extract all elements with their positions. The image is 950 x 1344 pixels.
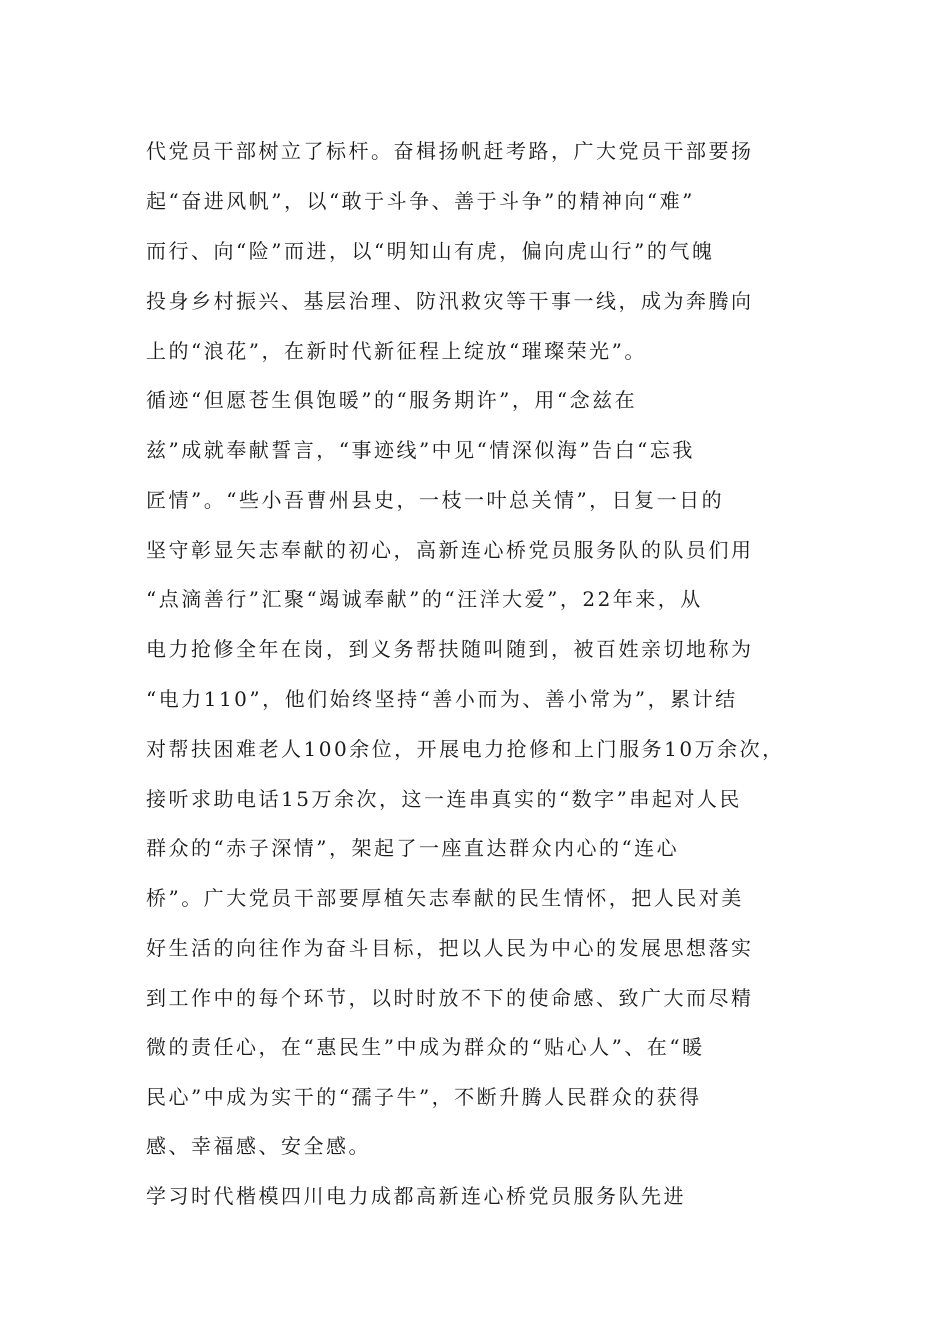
text-line: 投身乡村振兴、基层治理、防汛救灾等干事一线，成为奔腾向 — [146, 289, 754, 313]
text-line: 匠情”。“些小吾曹州县史，一枝一叶总关情”，日复一日的 — [146, 488, 725, 512]
text-line: 学习时代楷模四川电力成都高新连心桥党员服务队先进 — [146, 1184, 686, 1208]
text-line: “点滴善行”汇聚“竭诚奉献”的“汪洋大爱”，22年来，从 — [146, 587, 703, 611]
text-line: 接听求助电话15万余次，这一连串真实的“数字”串起对人民 — [146, 787, 742, 811]
text-line: 代党员干部树立了标杆。奋楫扬帆赶考路，广大党员干部要扬 — [146, 139, 754, 163]
text-line: 感、幸福感、安全感。 — [146, 1134, 371, 1158]
text-line: 坚守彰显矢志奉献的初心，高新连心桥党员服务队的队员们用 — [146, 538, 754, 562]
text-line: 循迹“但愿苍生俱饱暖”的“服务期许”，用“念兹在 — [146, 388, 638, 412]
text-line: 群众的“赤子深情”，架起了一座直达群众内心的“连心 — [146, 836, 680, 860]
text-line: “电力110”，他们始终坚持“善小而为、善小常为”，累计结 — [146, 687, 738, 711]
text-line: 上的“浪花”，在新时代新征程上绽放“璀璨荣光”。 — [146, 339, 647, 363]
text-line: 微的责任心，在“惠民生”中成为群众的“贴心人”、在“暖 — [146, 1035, 705, 1059]
text-line: 起“奋进风帆”，以“敢于斗争、善于斗争”的精神向“难” — [146, 189, 695, 213]
text-line: 桥”。广大党员干部要厚植矢志奉献的民生情怀，把人民对美 — [146, 886, 744, 910]
text-line: 兹”成就奉献誓言，“事迹线”中见“情深似海”告白“忘我 — [146, 438, 695, 462]
text-line: 电力抢修全年在岗，到义务帮扶随叫随到，被百姓亲切地称为 — [146, 637, 754, 661]
text-line: 对帮扶困难老人100余位，开展电力抢修和上门服务10万余次， — [146, 737, 785, 761]
text-line: 到工作中的每个环节，以时时放不下的使命感、致广大而尽精 — [146, 986, 754, 1010]
text-line: 好生活的向往作为奋斗目标，把以人民为中心的发展思想落实 — [146, 936, 754, 960]
text-line: 而行、向“险”而进，以“明知山有虎，偏向虎山行”的气魄 — [146, 239, 715, 263]
text-line: 民心”中成为实干的“孺子牛”，不断升腾人民群众的获得 — [146, 1085, 702, 1109]
